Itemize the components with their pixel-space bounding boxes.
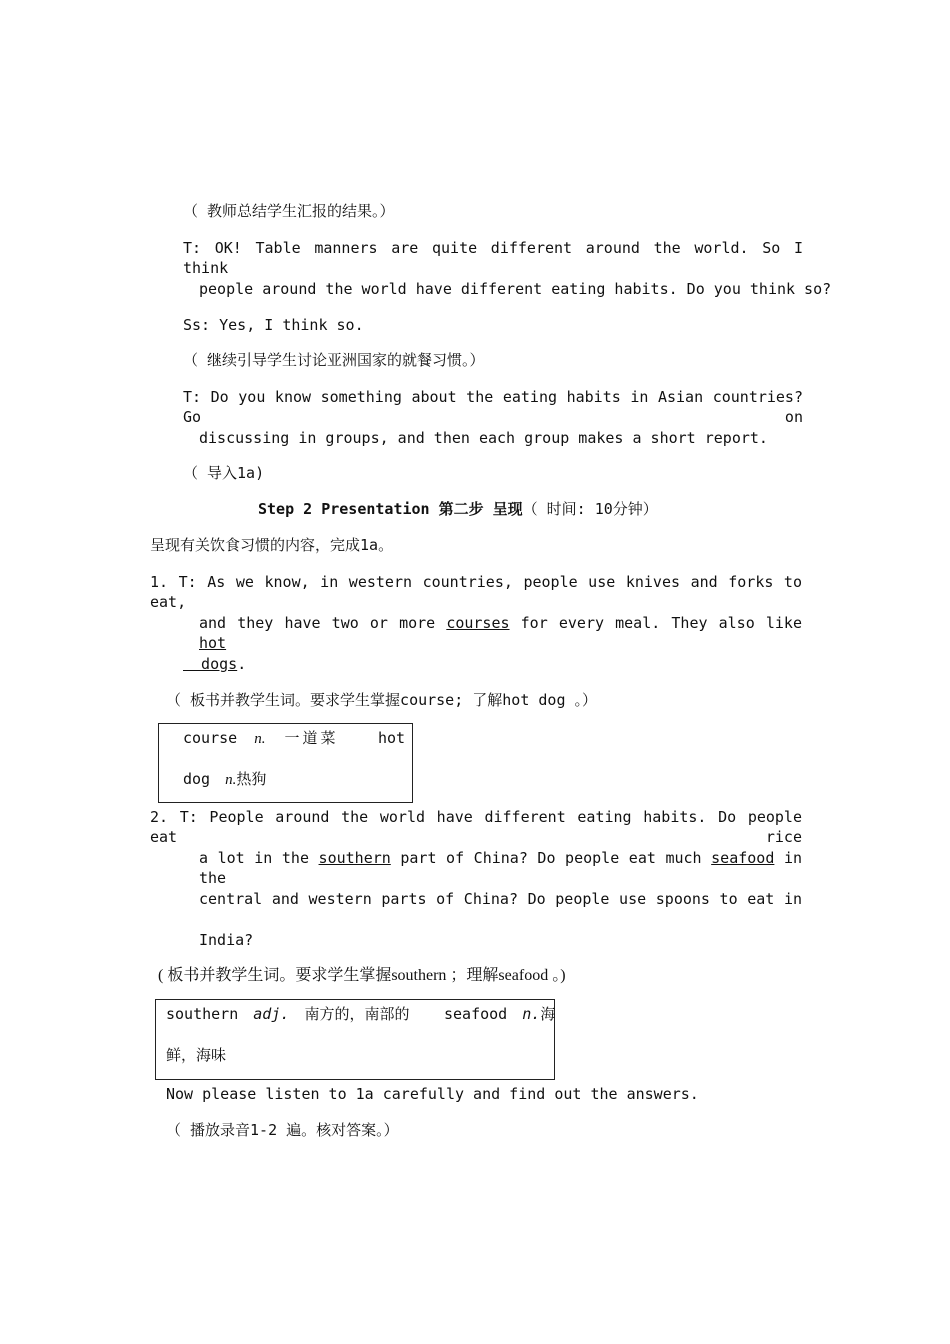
item-2-line-4: India? (199, 931, 254, 949)
presentation-intro: 呈现有关饮食习惯的内容，完成1a。 (150, 536, 394, 554)
vocab-seafood: seafood (711, 849, 775, 867)
vocab-box-1 (158, 723, 413, 803)
vocab-word: course (183, 729, 238, 747)
vocab-word: seafood (444, 1005, 508, 1023)
vocab-box-2 (155, 999, 555, 1080)
vocab-box-2-line-1 (166, 1004, 409, 1024)
item-2-line-2 (199, 848, 802, 888)
vocab-meaning: 热狗 (236, 770, 267, 788)
text-segment: a lot in the (199, 849, 319, 867)
part-of-speech: n. (225, 772, 237, 788)
vocab-southern: southern (318, 849, 391, 867)
note-vocab-1: （ 板书并教学生词。要求学生掌握course; 了解hot dog 。） (166, 691, 598, 709)
students-reply: Ss: Yes, I think so. (183, 316, 364, 334)
note-continue-discussion: （ 继续引导学生讨论亚洲国家的就餐习惯。） (183, 351, 485, 369)
item-1-line-3 (183, 654, 246, 674)
step-time: （ 时间: 10分钟） (522, 500, 658, 518)
vocab-box-1-line-1 (183, 728, 339, 749)
teacher-line-2: people around the world have different eating habits. Do you think so? (199, 280, 832, 298)
note-lead-in: （ 导入1a) (183, 464, 265, 482)
vocab-courses: courses (446, 614, 510, 632)
vocab-box-2-line-2: 鲜，海味 (166, 1046, 227, 1064)
note-vocab-2: ( 板书并教学生词。要求学生掌握southern ；理解seafood 。) (158, 967, 566, 984)
part-of-speech: n. (522, 1005, 541, 1023)
listen-instruction: Now please listen to 1a carefully and find out the answers. (166, 1085, 699, 1103)
text-segment: and they have two or more (199, 614, 447, 632)
step-title: Step 2 Presentation 第二步 呈现 (258, 500, 523, 518)
part-of-speech: adj. (253, 1005, 290, 1023)
teacher-question-1: T: Do you know something about the eating habits in Asian countries? Go on (183, 388, 803, 426)
vocab-meaning: 南方的，南部的 (304, 1005, 410, 1023)
note-play-recording: （ 播放录音1-2 遍。核对答案。） (166, 1121, 399, 1139)
vocab-meaning: 一道菜 (284, 729, 339, 747)
item-1-line-1: 1. T: As we know, in western countries, people use knives and forks to eat, (150, 573, 802, 611)
vocab-word: southern (166, 1005, 239, 1023)
text-segment: . (237, 655, 247, 673)
step-heading (258, 499, 658, 519)
text-segment: for every meal. They also like (509, 614, 802, 632)
vocab-box-2-seafood (444, 1004, 555, 1024)
text-segment: in the (199, 849, 803, 887)
item-2-line-1: 2. T: People around the world have different eating habits. Do people eat rice (150, 808, 802, 846)
vocab-dogs: dogs (183, 655, 238, 673)
vocab-word: dog (183, 770, 211, 788)
item-2-line-3: central and western parts of China? Do people use spoons to eat in (199, 890, 802, 908)
vocab-meaning: 海 (540, 1005, 556, 1023)
teacher-line-1: T: OK! Table manners are quite different around the world. So I think (183, 239, 803, 277)
text-segment: part of China? Do people eat much (390, 849, 712, 867)
vocab-box-1-line-2 (183, 769, 266, 790)
teacher-question-2: discussing in groups, and then each group makes a short report. (199, 429, 768, 447)
part-of-speech: n. (254, 731, 266, 747)
vocab-word-hot: hot (378, 729, 406, 747)
vocab-hot: hot (199, 634, 227, 652)
item-1-line-2 (199, 613, 802, 653)
note-teacher-summary: （ 教师总结学生汇报的结果。） (183, 202, 395, 220)
